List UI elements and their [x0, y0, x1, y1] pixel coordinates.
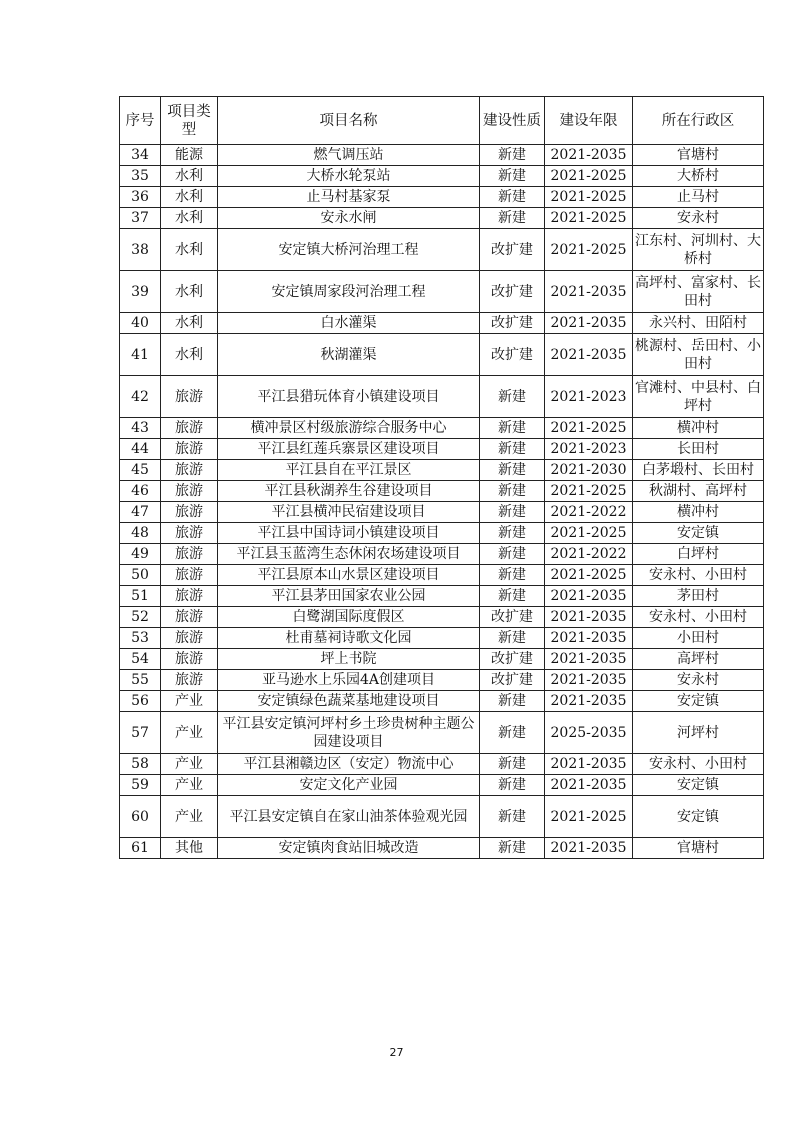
cell-construction-nature: 改扩建	[480, 313, 545, 334]
cell-administrative-area: 安定镇	[633, 775, 764, 796]
cell-construction-nature: 新建	[480, 502, 545, 523]
cell-project-type: 旅游	[161, 502, 218, 523]
cell-construction-period: 2021-2025	[545, 523, 633, 544]
cell-project-type: 水利	[161, 334, 218, 376]
cell-construction-period: 2021-2035	[545, 271, 633, 313]
cell-administrative-area: 白茅塅村、长田村	[633, 460, 764, 481]
cell-administrative-area: 河坪村	[633, 712, 764, 754]
cell-construction-period: 2021-2025	[545, 208, 633, 229]
cell-construction-nature: 改扩建	[480, 229, 545, 271]
cell-index: 38	[120, 229, 161, 271]
cell-project-name: 平江县秋湖养生谷建设项目	[218, 481, 480, 502]
table-row	[120, 145, 764, 166]
table-row	[120, 208, 764, 229]
cell-index: 42	[120, 376, 161, 418]
table-row	[120, 187, 764, 208]
cell-index: 47	[120, 502, 161, 523]
cell-index: 46	[120, 481, 161, 502]
cell-construction-nature: 改扩建	[480, 607, 545, 628]
cell-index: 43	[120, 418, 161, 439]
cell-construction-period: 2025-2035	[545, 712, 633, 754]
cell-index: 40	[120, 313, 161, 334]
cell-project-name: 安永水闸	[218, 208, 480, 229]
cell-index: 51	[120, 586, 161, 607]
cell-construction-period: 2021-2025	[545, 166, 633, 187]
cell-project-name: 平江县安定镇自在家山油茶体验观光园	[218, 796, 480, 838]
cell-construction-nature: 新建	[480, 166, 545, 187]
cell-project-type: 旅游	[161, 376, 218, 418]
table-row	[120, 670, 764, 691]
cell-index: 45	[120, 460, 161, 481]
cell-construction-nature: 新建	[480, 187, 545, 208]
cell-construction-period: 2021-2035	[545, 313, 633, 334]
cell-administrative-area: 桃源村、岳田村、小田村	[633, 334, 764, 376]
cell-project-name: 亚马逊水上乐园4A创建项目	[218, 670, 480, 691]
cell-administrative-area: 秋湖村、高坪村	[633, 481, 764, 502]
cell-administrative-area: 安永村	[633, 670, 764, 691]
cell-project-type: 其他	[161, 838, 218, 859]
cell-index: 34	[120, 145, 161, 166]
cell-project-name: 大桥水轮泵站	[218, 166, 480, 187]
cell-project-name: 平江县玉蓝湾生态休闲农场建设项目	[218, 544, 480, 565]
cell-construction-period: 2021-2025	[545, 481, 633, 502]
cell-project-name: 平江县中国诗词小镇建设项目	[218, 523, 480, 544]
cell-administrative-area: 安定镇	[633, 796, 764, 838]
cell-project-name: 白水灌渠	[218, 313, 480, 334]
cell-project-name: 平江县原本山水景区建设项目	[218, 565, 480, 586]
cell-project-name: 横冲景区村级旅游综合服务中心	[218, 418, 480, 439]
cell-index: 59	[120, 775, 161, 796]
cell-administrative-area: 高坪村	[633, 649, 764, 670]
cell-construction-period: 2021-2022	[545, 544, 633, 565]
table-row	[120, 628, 764, 649]
cell-project-type: 产业	[161, 796, 218, 838]
cell-construction-period: 2021-2022	[545, 502, 633, 523]
table-row	[120, 544, 764, 565]
cell-construction-period: 2021-2035	[545, 670, 633, 691]
header-administrative-area: 所在行政区	[633, 97, 764, 145]
cell-project-type: 产业	[161, 754, 218, 775]
cell-construction-nature: 新建	[480, 565, 545, 586]
header-construction-period: 建设年限	[545, 97, 633, 145]
cell-project-name: 止马村基家泵	[218, 187, 480, 208]
cell-project-name: 平江县茅田国家农业公园	[218, 586, 480, 607]
table-row	[120, 523, 764, 544]
cell-project-name: 安定镇绿色蔬菜基地建设项目	[218, 691, 480, 712]
cell-project-name: 安定镇周家段河治理工程	[218, 271, 480, 313]
cell-project-name: 平江县横冲民宿建设项目	[218, 502, 480, 523]
cell-index: 52	[120, 607, 161, 628]
cell-index: 56	[120, 691, 161, 712]
table-row	[120, 229, 764, 271]
cell-project-name: 平江县红莲兵寨景区建设项目	[218, 439, 480, 460]
cell-administrative-area: 白坪村	[633, 544, 764, 565]
cell-project-name: 安定镇大桥河治理工程	[218, 229, 480, 271]
cell-construction-period: 2021-2023	[545, 439, 633, 460]
cell-index: 50	[120, 565, 161, 586]
cell-construction-period: 2021-2035	[545, 775, 633, 796]
table-row	[120, 775, 764, 796]
table-row	[120, 166, 764, 187]
cell-project-name: 安定文化产业园	[218, 775, 480, 796]
cell-project-name: 平江县猎玩体育小镇建设项目	[218, 376, 480, 418]
table-row	[120, 754, 764, 775]
project-table	[119, 96, 764, 859]
cell-index: 49	[120, 544, 161, 565]
cell-administrative-area: 安永村、小田村	[633, 754, 764, 775]
cell-project-type: 旅游	[161, 460, 218, 481]
table-body	[120, 145, 764, 859]
cell-index: 61	[120, 838, 161, 859]
cell-administrative-area: 安永村、小田村	[633, 607, 764, 628]
cell-construction-nature: 改扩建	[480, 670, 545, 691]
table-row	[120, 271, 764, 313]
cell-index: 53	[120, 628, 161, 649]
header-index: 序号	[120, 97, 161, 145]
cell-construction-period: 2021-2035	[545, 586, 633, 607]
cell-project-type: 旅游	[161, 544, 218, 565]
cell-construction-period: 2021-2035	[545, 838, 633, 859]
table-row	[120, 649, 764, 670]
cell-construction-nature: 新建	[480, 418, 545, 439]
cell-construction-nature: 新建	[480, 376, 545, 418]
cell-administrative-area: 大桥村	[633, 166, 764, 187]
table-row	[120, 481, 764, 502]
cell-administrative-area: 官塘村	[633, 838, 764, 859]
cell-project-type: 产业	[161, 691, 218, 712]
cell-construction-period: 2021-2035	[545, 145, 633, 166]
cell-construction-nature: 新建	[480, 439, 545, 460]
cell-administrative-area: 安定镇	[633, 523, 764, 544]
cell-index: 36	[120, 187, 161, 208]
cell-project-type: 旅游	[161, 565, 218, 586]
table-row	[120, 376, 764, 418]
cell-project-type: 旅游	[161, 481, 218, 502]
cell-index: 55	[120, 670, 161, 691]
cell-project-type: 水利	[161, 208, 218, 229]
cell-project-type: 旅游	[161, 523, 218, 544]
cell-administrative-area: 江东村、河圳村、大桥村	[633, 229, 764, 271]
cell-project-type: 旅游	[161, 670, 218, 691]
cell-project-type: 产业	[161, 775, 218, 796]
cell-construction-nature: 新建	[480, 754, 545, 775]
cell-construction-nature: 新建	[480, 712, 545, 754]
cell-project-type: 旅游	[161, 586, 218, 607]
cell-administrative-area: 横冲村	[633, 418, 764, 439]
cell-construction-nature: 新建	[480, 481, 545, 502]
cell-construction-nature: 新建	[480, 145, 545, 166]
cell-index: 39	[120, 271, 161, 313]
cell-project-type: 旅游	[161, 649, 218, 670]
cell-administrative-area: 安永村、小田村	[633, 565, 764, 586]
cell-construction-nature: 新建	[480, 586, 545, 607]
cell-construction-period: 2021-2035	[545, 334, 633, 376]
cell-construction-period: 2021-2025	[545, 187, 633, 208]
cell-construction-nature: 新建	[480, 208, 545, 229]
cell-project-type: 水利	[161, 187, 218, 208]
cell-project-name: 燃气调压站	[218, 145, 480, 166]
table-row	[120, 460, 764, 481]
cell-administrative-area: 高坪村、富家村、长田村	[633, 271, 764, 313]
cell-project-type: 产业	[161, 712, 218, 754]
cell-construction-period: 2021-2030	[545, 460, 633, 481]
cell-project-name: 平江县湘赣边区（安定）物流中心	[218, 754, 480, 775]
cell-index: 48	[120, 523, 161, 544]
table-row	[120, 418, 764, 439]
cell-construction-nature: 新建	[480, 796, 545, 838]
cell-construction-nature: 改扩建	[480, 334, 545, 376]
cell-index: 54	[120, 649, 161, 670]
cell-project-name: 杜甫墓祠诗歌文化园	[218, 628, 480, 649]
cell-construction-nature: 改扩建	[480, 271, 545, 313]
table-row	[120, 439, 764, 460]
cell-construction-period: 2021-2025	[545, 565, 633, 586]
cell-administrative-area: 横冲村	[633, 502, 764, 523]
table-row	[120, 586, 764, 607]
cell-construction-period: 2021-2023	[545, 376, 633, 418]
table-row	[120, 313, 764, 334]
cell-project-name: 平江县自在平江景区	[218, 460, 480, 481]
cell-administrative-area: 官滩村、中县村、白坪村	[633, 376, 764, 418]
cell-project-name: 白鹭湖国际度假区	[218, 607, 480, 628]
cell-project-type: 旅游	[161, 439, 218, 460]
cell-construction-nature: 新建	[480, 775, 545, 796]
cell-project-name: 平江县安定镇河坪村乡土珍贵树种主题公园建设项目	[218, 712, 480, 754]
cell-construction-nature: 新建	[480, 544, 545, 565]
cell-construction-nature: 新建	[480, 628, 545, 649]
table-row	[120, 838, 764, 859]
table-header-row	[120, 97, 764, 145]
cell-construction-nature: 改扩建	[480, 649, 545, 670]
cell-construction-period: 2021-2035	[545, 628, 633, 649]
table-row	[120, 502, 764, 523]
cell-construction-nature: 新建	[480, 460, 545, 481]
cell-administrative-area: 小田村	[633, 628, 764, 649]
cell-index: 41	[120, 334, 161, 376]
header-project-name: 项目名称	[218, 97, 480, 145]
table-row	[120, 607, 764, 628]
cell-administrative-area: 永兴村、田陌村	[633, 313, 764, 334]
cell-project-type: 能源	[161, 145, 218, 166]
cell-construction-period: 2021-2025	[545, 796, 633, 838]
table-row	[120, 712, 764, 754]
cell-construction-period: 2021-2035	[545, 649, 633, 670]
cell-administrative-area: 官塘村	[633, 145, 764, 166]
page-number: 27	[389, 1046, 404, 1059]
table-row	[120, 691, 764, 712]
cell-administrative-area: 安永村	[633, 208, 764, 229]
cell-index: 44	[120, 439, 161, 460]
cell-index: 60	[120, 796, 161, 838]
cell-project-type: 旅游	[161, 418, 218, 439]
cell-project-type: 水利	[161, 166, 218, 187]
header-project-type: 项目类型	[161, 97, 218, 145]
cell-administrative-area: 止马村	[633, 187, 764, 208]
cell-index: 57	[120, 712, 161, 754]
cell-index: 58	[120, 754, 161, 775]
cell-construction-period: 2021-2025	[545, 229, 633, 271]
cell-construction-nature: 新建	[480, 838, 545, 859]
cell-project-name: 坪上书院	[218, 649, 480, 670]
cell-construction-period: 2021-2035	[545, 691, 633, 712]
cell-administrative-area: 安定镇	[633, 691, 764, 712]
cell-construction-period: 2021-2035	[545, 754, 633, 775]
cell-construction-nature: 新建	[480, 691, 545, 712]
table-row	[120, 565, 764, 586]
cell-project-name: 秋湖灌渠	[218, 334, 480, 376]
table-row	[120, 796, 764, 838]
cell-construction-period: 2021-2035	[545, 607, 633, 628]
cell-project-type: 水利	[161, 229, 218, 271]
header-construction-nature: 建设性质	[480, 97, 545, 145]
cell-project-type: 水利	[161, 313, 218, 334]
cell-administrative-area: 长田村	[633, 439, 764, 460]
cell-construction-period: 2021-2025	[545, 418, 633, 439]
cell-project-type: 旅游	[161, 628, 218, 649]
cell-project-type: 旅游	[161, 607, 218, 628]
cell-index: 37	[120, 208, 161, 229]
cell-construction-nature: 新建	[480, 523, 545, 544]
cell-project-name: 安定镇肉食站旧城改造	[218, 838, 480, 859]
cell-administrative-area: 茅田村	[633, 586, 764, 607]
cell-project-type: 水利	[161, 271, 218, 313]
cell-index: 35	[120, 166, 161, 187]
table-row	[120, 334, 764, 376]
